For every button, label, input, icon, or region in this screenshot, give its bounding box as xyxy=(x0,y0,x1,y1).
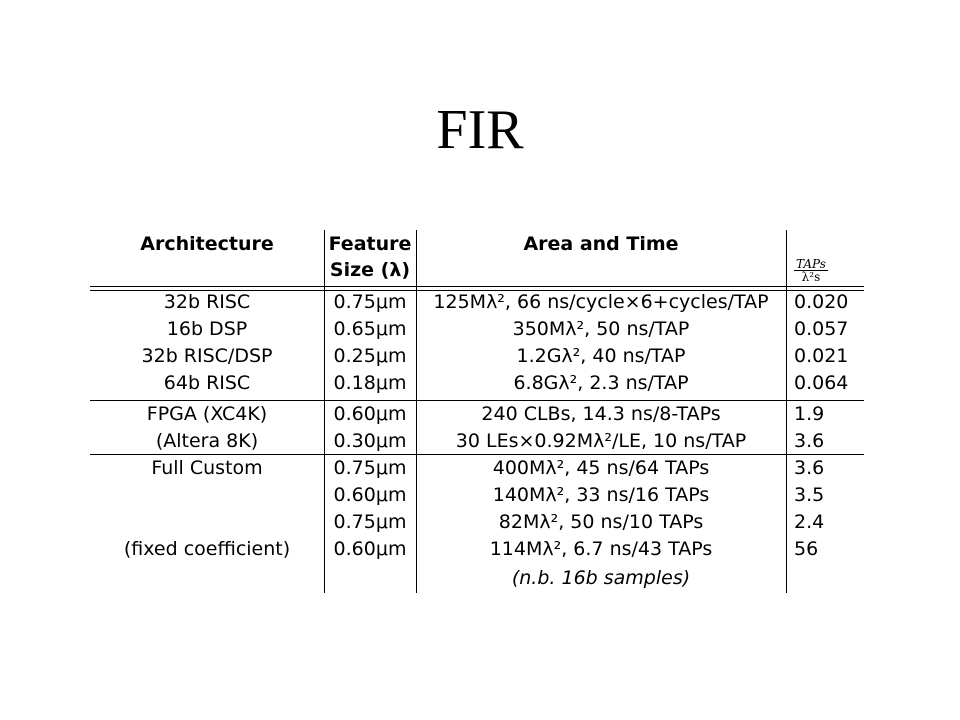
footnote: (n.b. 16b samples) xyxy=(511,567,691,589)
cell-metric: 3.5 xyxy=(794,484,825,506)
cell-feature-size: 0.60μm xyxy=(333,403,407,425)
cell-architecture: FPGA (XC4K) xyxy=(146,403,268,425)
cell-feature-size: 0.60μm xyxy=(333,484,407,506)
metric-denominator: λ²s xyxy=(801,270,821,284)
cell-area-time: 125Mλ², 66 ns/cycle×6+cycles/TAP xyxy=(433,291,769,313)
cell-area-time: 1.2Gλ², 40 ns/TAP xyxy=(516,345,686,367)
column-divider xyxy=(786,230,787,593)
column-divider xyxy=(416,230,417,593)
cell-architecture: 32b RISC/DSP xyxy=(141,345,273,367)
header-area-time: Area and Time xyxy=(523,233,679,255)
column-divider xyxy=(324,230,325,593)
cell-feature-size: 0.75μm xyxy=(333,291,407,313)
cell-metric: 3.6 xyxy=(794,457,825,479)
group-rule xyxy=(90,400,864,401)
header-architecture: Architecture xyxy=(140,233,274,255)
cell-feature-size: 0.75μm xyxy=(333,457,407,479)
cell-feature-size: 0.75μm xyxy=(333,511,407,533)
cell-metric: 0.057 xyxy=(794,318,849,340)
cell-metric: 0.021 xyxy=(794,345,849,367)
cell-area-time: 240 CLBs, 14.3 ns/8-TAPs xyxy=(481,403,721,425)
cell-area-time: 400Mλ², 45 ns/64 TAPs xyxy=(492,457,710,479)
group-rule xyxy=(90,454,864,455)
cell-metric: 56 xyxy=(794,538,819,560)
cell-feature-size: 0.60μm xyxy=(333,538,407,560)
cell-feature-size: 0.25μm xyxy=(333,345,407,367)
cell-metric: 3.6 xyxy=(794,430,825,452)
cell-architecture: 64b RISC xyxy=(163,372,251,394)
fir-comparison-table xyxy=(90,230,864,593)
cell-metric: 1.9 xyxy=(794,403,825,425)
cell-architecture: Full Custom xyxy=(151,457,263,479)
cell-architecture: (fixed coefficient) xyxy=(123,538,291,560)
header-feature-size: Size (λ) xyxy=(329,259,411,281)
cell-area-time: 350Mλ², 50 ns/TAP xyxy=(512,318,690,340)
cell-area-time: 114Mλ², 6.7 ns/43 TAPs xyxy=(489,538,713,560)
cell-architecture: 16b DSP xyxy=(166,318,248,340)
cell-architecture: (Altera 8K) xyxy=(155,430,259,452)
page-title: FIR xyxy=(436,99,524,161)
cell-area-time: 30 LEs×0.92Mλ²/LE, 10 ns/TAP xyxy=(455,430,747,452)
cell-area-time: 6.8Gλ², 2.3 ns/TAP xyxy=(513,372,689,394)
cell-metric: 0.020 xyxy=(794,291,849,313)
header-feature: Feature xyxy=(328,233,412,255)
cell-architecture: 32b RISC xyxy=(163,291,251,313)
cell-metric: 2.4 xyxy=(794,511,825,533)
cell-area-time: 82Mλ², 50 ns/10 TAPs xyxy=(498,511,704,533)
cell-area-time: 140Mλ², 33 ns/16 TAPs xyxy=(492,484,710,506)
cell-feature-size: 0.65μm xyxy=(333,318,407,340)
cell-feature-size: 0.18μm xyxy=(333,372,407,394)
metric-numerator: TAPs xyxy=(796,257,826,271)
header-metric xyxy=(794,258,828,283)
header-rule xyxy=(90,286,864,287)
cell-metric: 0.064 xyxy=(794,372,849,394)
cell-feature-size: 0.30μm xyxy=(333,430,407,452)
